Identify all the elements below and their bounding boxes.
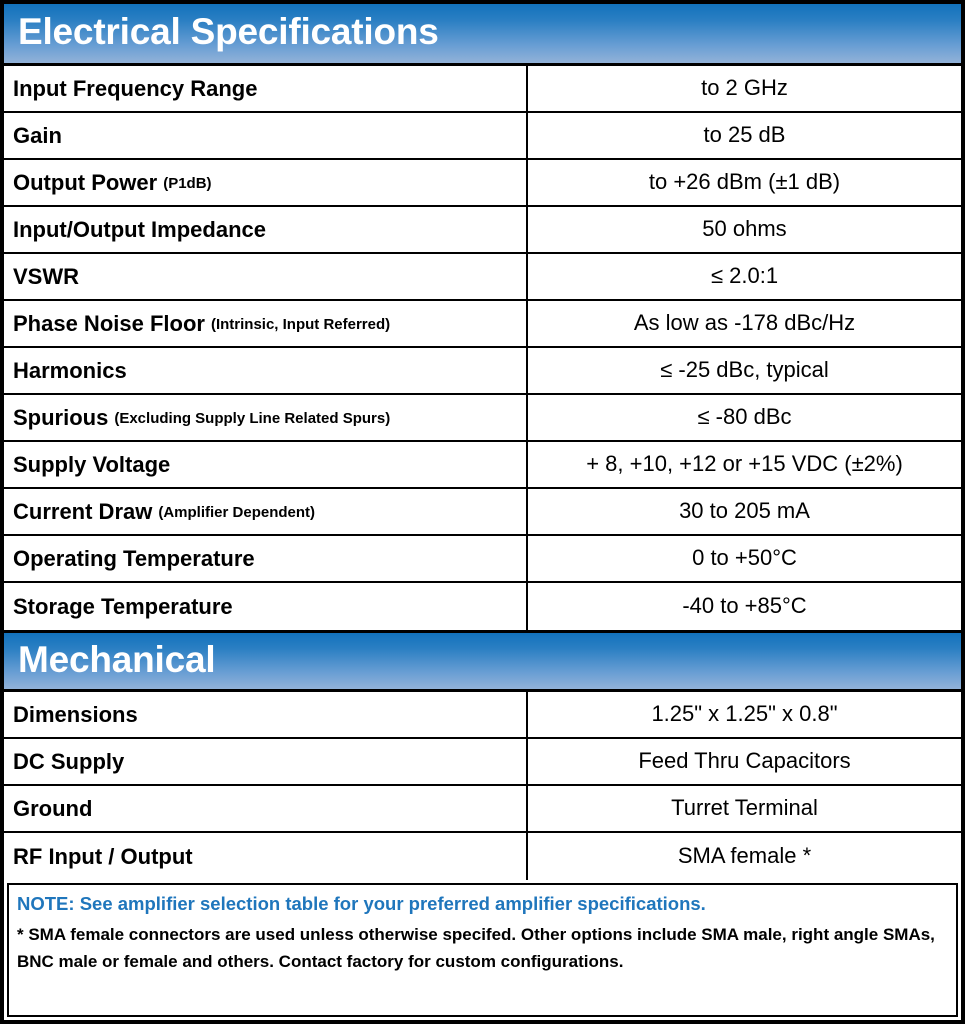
spec-label: Input Frequency Range <box>13 75 258 101</box>
spec-label-cell <box>4 66 528 111</box>
spec-label-cell <box>4 692 528 737</box>
spec-value: -40 to +85°C <box>682 593 807 618</box>
spec-label-qualifier: (Amplifier Dependent) <box>158 504 316 521</box>
spec-value: to 2 GHz <box>701 75 788 100</box>
spec-label-cell <box>4 160 528 205</box>
spec-label-cell <box>4 254 528 299</box>
section-header-electrical <box>4 4 961 66</box>
spec-label-cell <box>4 348 528 393</box>
spec-value: ≤ 2.0:1 <box>710 263 779 288</box>
spec-label-cell <box>4 739 528 784</box>
spec-label: DC Supply <box>13 748 125 774</box>
table-row <box>4 160 961 207</box>
spec-label-cell <box>4 442 528 487</box>
spec-label-cell <box>4 786 528 831</box>
table-row <box>4 786 961 833</box>
spec-value: Turret Terminal <box>671 795 818 820</box>
spec-value: 0 to +50°C <box>692 545 797 570</box>
spec-label: Current Draw <box>13 498 153 524</box>
table-row <box>4 489 961 536</box>
spec-value: Feed Thru Capacitors <box>638 748 851 773</box>
table-row <box>4 395 961 442</box>
spec-label-cell <box>4 583 528 630</box>
spec-label-cell <box>4 207 528 252</box>
section-title-mechanical: Mechanical <box>18 638 216 680</box>
footnote-block <box>7 883 958 1017</box>
spec-label-cell <box>4 489 528 534</box>
table-row <box>4 66 961 113</box>
spec-label-qualifier: (Excluding Supply Line Related Spurs) <box>114 410 391 427</box>
spec-label: Phase Noise Floor <box>13 310 205 336</box>
table-row <box>4 442 961 489</box>
spec-label: Operating Temperature <box>13 545 255 571</box>
table-row <box>4 348 961 395</box>
table-row <box>4 536 961 583</box>
spec-label-cell <box>4 833 528 880</box>
spec-value: 30 to 205 mA <box>679 498 810 523</box>
spec-label: Supply Voltage <box>13 451 171 477</box>
spec-label-qualifier: (Intrinsic, Input Referred) <box>210 316 391 333</box>
table-row <box>4 207 961 254</box>
spec-value: 1.25" x 1.25" x 0.8" <box>651 701 838 726</box>
spec-label: Ground <box>13 795 93 821</box>
spec-value: to 25 dB <box>703 122 786 147</box>
section-title-electrical: Electrical Specifications <box>18 11 439 52</box>
spec-label: Dimensions <box>13 701 138 727</box>
note-secondary-text: * SMA female connectors are used unless otherwise specifed. Other options include SMA male, right angle SMAs, BNC male or female and others. Contact factory for custom configurations. <box>17 925 935 971</box>
spec-label: Spurious <box>13 404 109 430</box>
spec-label: RF Input / Output <box>13 843 193 869</box>
spec-label-cell <box>4 113 528 158</box>
spec-label: Input/Output Impedance <box>13 216 266 242</box>
table-row <box>4 739 961 786</box>
spec-label: Gain <box>13 122 62 148</box>
table-row <box>4 254 961 301</box>
spec-label-cell <box>4 395 528 440</box>
spec-value: to +26 dBm (±1 dB) <box>648 169 841 194</box>
spec-label-qualifier: (P1dB) <box>163 175 212 192</box>
table-row <box>4 113 961 160</box>
spec-value: ≤ -80 dBc <box>697 404 792 429</box>
section-header-mechanical <box>4 630 961 692</box>
spec-label-cell <box>4 301 528 346</box>
spec-label: Storage Temperature <box>13 593 233 619</box>
spec-value: + 8, +10, +12 or +15 VDC (±2%) <box>586 451 903 476</box>
spec-value: ≤ -25 dBc, typical <box>660 357 829 382</box>
table-row <box>4 833 961 880</box>
spec-value: SMA female * <box>677 843 812 868</box>
spec-label: Harmonics <box>13 357 127 383</box>
spec-label: Output Power <box>13 169 158 195</box>
spec-label-cell <box>4 536 528 581</box>
table-row <box>4 583 961 630</box>
spec-value: 50 ohms <box>702 216 787 241</box>
spec-label: VSWR <box>13 263 79 289</box>
table-row <box>4 692 961 739</box>
note-primary-text: NOTE: See amplifier selection table for your preferred amplifier specifications. <box>17 893 706 914</box>
spec-value: As low as -178 dBc/Hz <box>633 310 856 335</box>
table-row <box>4 301 961 348</box>
